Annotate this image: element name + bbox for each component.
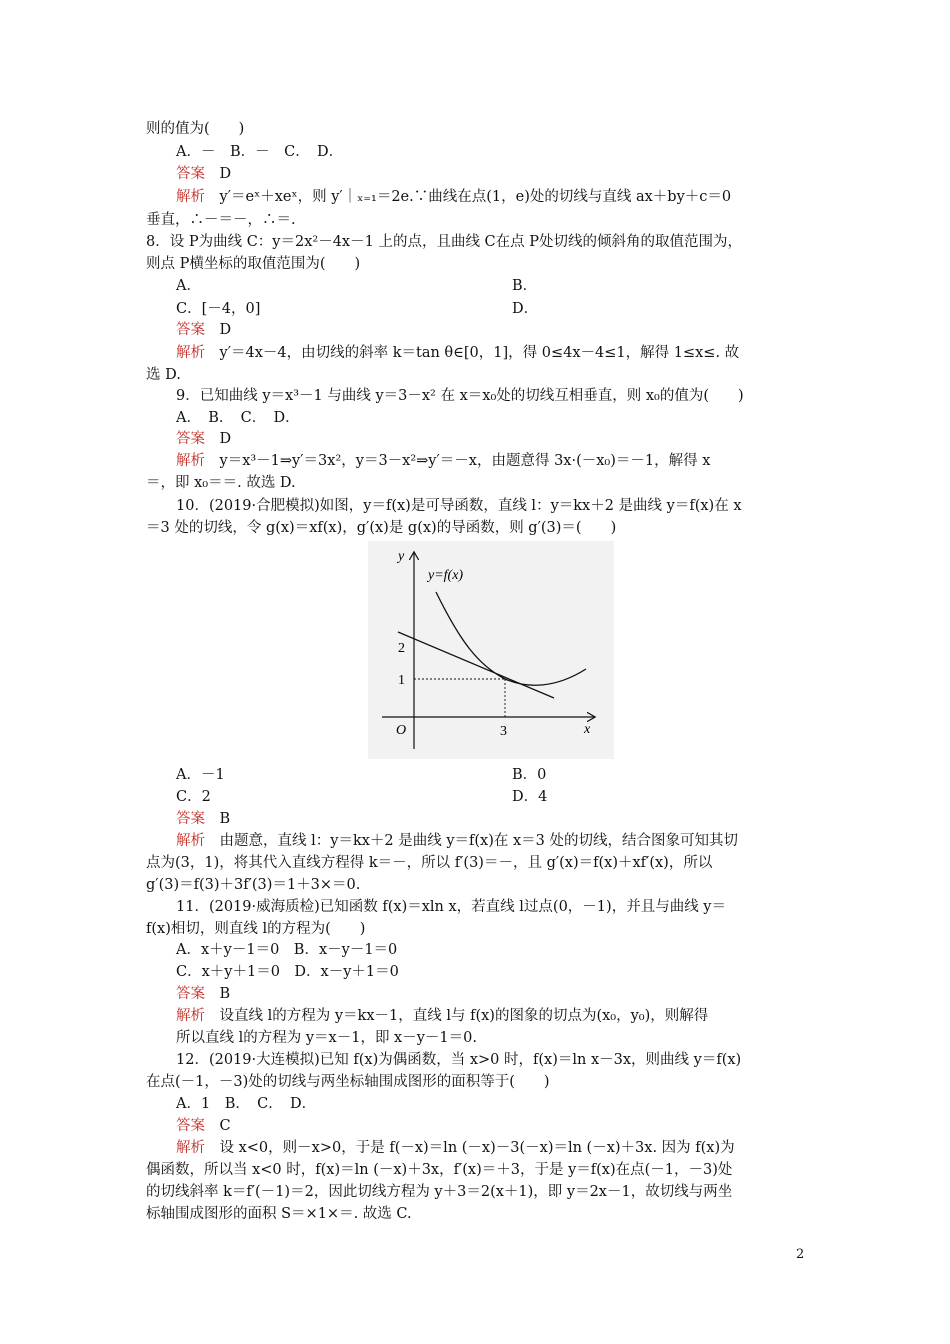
text-line: ＝3 处的切线，令 g(x)＝xf(x)，g′(x)是 g(x)的导函数，则 g′(3)＝( ) <box>146 520 617 536</box>
x-axis-label: x <box>584 722 591 737</box>
answer-line <box>176 430 231 448</box>
answer-line <box>176 810 230 828</box>
function-graph-figure <box>368 541 614 759</box>
answer-value: D <box>219 322 232 338</box>
text-line: 标轴围成图形的面积 S＝×1×＝. 故选 C. <box>146 1206 412 1222</box>
question-11: 11．(2019·威海质检)已知函数 f(x)＝xln x，若直线 l过点(0，－1)，并且与曲线 y＝ <box>176 899 726 915</box>
analysis-label: 解析 <box>176 1008 205 1024</box>
analysis-line <box>176 1007 708 1025</box>
answer-label: 答案 <box>176 1118 205 1134</box>
text-line: 垂直，∴－＝－，∴＝. <box>146 212 296 228</box>
option-a: A．－1 <box>176 767 225 783</box>
analysis-text: 由题意，直线 l：y＝kx＋2 是曲线 y＝f(x)在 x＝3 处的切线，结合图象可知其切 <box>219 833 739 849</box>
analysis-label: 解析 <box>176 1140 205 1156</box>
option-d: D． <box>512 301 539 317</box>
answer-label: 答案 <box>176 166 205 182</box>
option-b: B．0 <box>512 767 547 783</box>
page-number: 2 <box>796 1247 805 1262</box>
analysis-text: y′＝eˣ＋xeˣ，则 y′｜ₓ₌₁＝2e.∵曲线在点(1，e)处的切线与直线 ax＋by＋c＝0 <box>219 189 732 205</box>
function-graph <box>368 541 614 759</box>
option-d: D．4 <box>512 789 548 805</box>
analysis-text: y＝x³－1⇒y′＝3x²，y＝3－x²⇒y′＝－x，由题意得 3x·(－x₀)＝－1，解得 x <box>219 453 711 469</box>
answer-line <box>176 985 230 1003</box>
options-line: A．－ B．－ C． D． <box>176 144 344 160</box>
option-c: C．[－4，0] <box>176 301 261 317</box>
analysis-label: 解析 <box>176 833 205 849</box>
text-line: 则的值为( ) <box>146 121 245 137</box>
option-b: B． <box>512 278 538 294</box>
question-9: 9．已知曲线 y＝x³－1 与曲线 y＝3－x² 在 x＝x₀处的切线互相垂直，则 x₀的值为( ) <box>176 388 744 404</box>
answer-label: 答案 <box>176 811 205 827</box>
analysis-line <box>176 188 731 206</box>
analysis-label: 解析 <box>176 189 205 205</box>
text-line: f(x)相切，则直线 l的方程为( ) <box>146 921 366 937</box>
analysis-line <box>176 344 739 362</box>
answer-value: D <box>219 431 232 447</box>
options-line: A． B． C． D． <box>176 410 300 426</box>
options-line: A．1 B． C． D． <box>176 1096 317 1112</box>
answer-value: D <box>219 166 232 182</box>
text-line: 在点(－1，－3)处的切线与两坐标轴围成图形的面积等于( ) <box>146 1074 550 1090</box>
question-10: 10．(2019·合肥模拟)如图，y＝f(x)是可导函数，直线 l：y＝kx＋2 是曲线 y＝f(x)在 x <box>176 498 742 514</box>
analysis-text: y′＝4x－4，由切线的斜率 k＝tan θ∈[0，1]，得 0≤4x－4≤1，解得 1≤x≤. 故 <box>219 345 740 361</box>
answer-label: 答案 <box>176 322 205 338</box>
curve-label: y=f(x) <box>428 568 464 583</box>
tick-label-y2: 2 <box>398 641 405 656</box>
analysis-text: 设直线 l的方程为 y＝kx－1，直线 l与 f(x)的图象的切点为(x₀，y₀)，则解得 <box>219 1008 709 1024</box>
text-line: 偶函数，所以当 x<0 时，f(x)＝ln (－x)＋3x，f′(x)＝＋3，于是 y＝f(x)在点(－1，－3)处 <box>146 1162 733 1178</box>
analysis-line <box>176 1139 735 1157</box>
tick-label-y1: 1 <box>398 673 405 688</box>
options-line: A．x＋y－1＝0 B．x－y－1＝0 <box>176 942 398 958</box>
text-line: 的切线斜率 k＝f′(－1)＝2，因此切线方程为 y＋3＝2(x＋1)，即 y＝2x－1，故切线与两坐 <box>146 1184 733 1200</box>
answer-label: 答案 <box>176 431 205 447</box>
question-12: 12．(2019·大连模拟)已知 f(x)为偶函数，当 x>0 时，f(x)＝ln x－3x，则曲线 y＝f(x) <box>176 1052 742 1068</box>
text-line: 点为(3，1)，将其代入直线方程得 k＝－，所以 f′(3)＝－，且 g′(x)＝f(x)＋xf′(x)，所以 <box>146 855 713 871</box>
analysis-line <box>176 452 710 470</box>
answer-value: B <box>219 986 231 1002</box>
analysis-text: 设 x<0，则－x>0，于是 f(－x)＝ln (－x)－3(－x)＝ln (－x)＋3x. 因为 f(x)为 <box>219 1140 735 1156</box>
text-line: 所以直线 l的方程为 y＝x－1，即 x－y－1＝0. <box>176 1030 477 1046</box>
text-line: g′(3)＝f(3)＋3f′(3)＝1＋3×＝0. <box>146 877 361 893</box>
tick-label-x3: 3 <box>500 724 507 739</box>
option-c: C．2 <box>176 789 211 805</box>
analysis-line <box>176 832 738 850</box>
analysis-label: 解析 <box>176 453 205 469</box>
answer-value: B <box>219 811 231 827</box>
origin-label: O <box>396 723 407 738</box>
text-line: 选 D. <box>146 367 181 383</box>
question-8: 8．设 P为曲线 C：y＝2x²－4x－1 上的点，且曲线 C在点 P处切线的倾斜角的取值范围为， <box>146 234 743 250</box>
answer-label: 答案 <box>176 986 205 1002</box>
function-curve <box>436 592 586 685</box>
answer-line <box>176 165 231 183</box>
answer-line <box>176 1117 231 1135</box>
text-line: ＝，即 x₀＝＝. 故选 D. <box>146 475 296 491</box>
answer-line <box>176 321 231 339</box>
analysis-label: 解析 <box>176 345 205 361</box>
answer-value: C <box>219 1118 231 1134</box>
options-line: C．x＋y＋1＝0 D．x－y＋1＝0 <box>176 964 399 980</box>
text-line: 则点 P横坐标的取值范围为( ) <box>146 256 361 272</box>
option-a: A． <box>176 278 201 294</box>
tangent-line <box>398 632 554 698</box>
y-axis-label: y <box>398 549 405 564</box>
